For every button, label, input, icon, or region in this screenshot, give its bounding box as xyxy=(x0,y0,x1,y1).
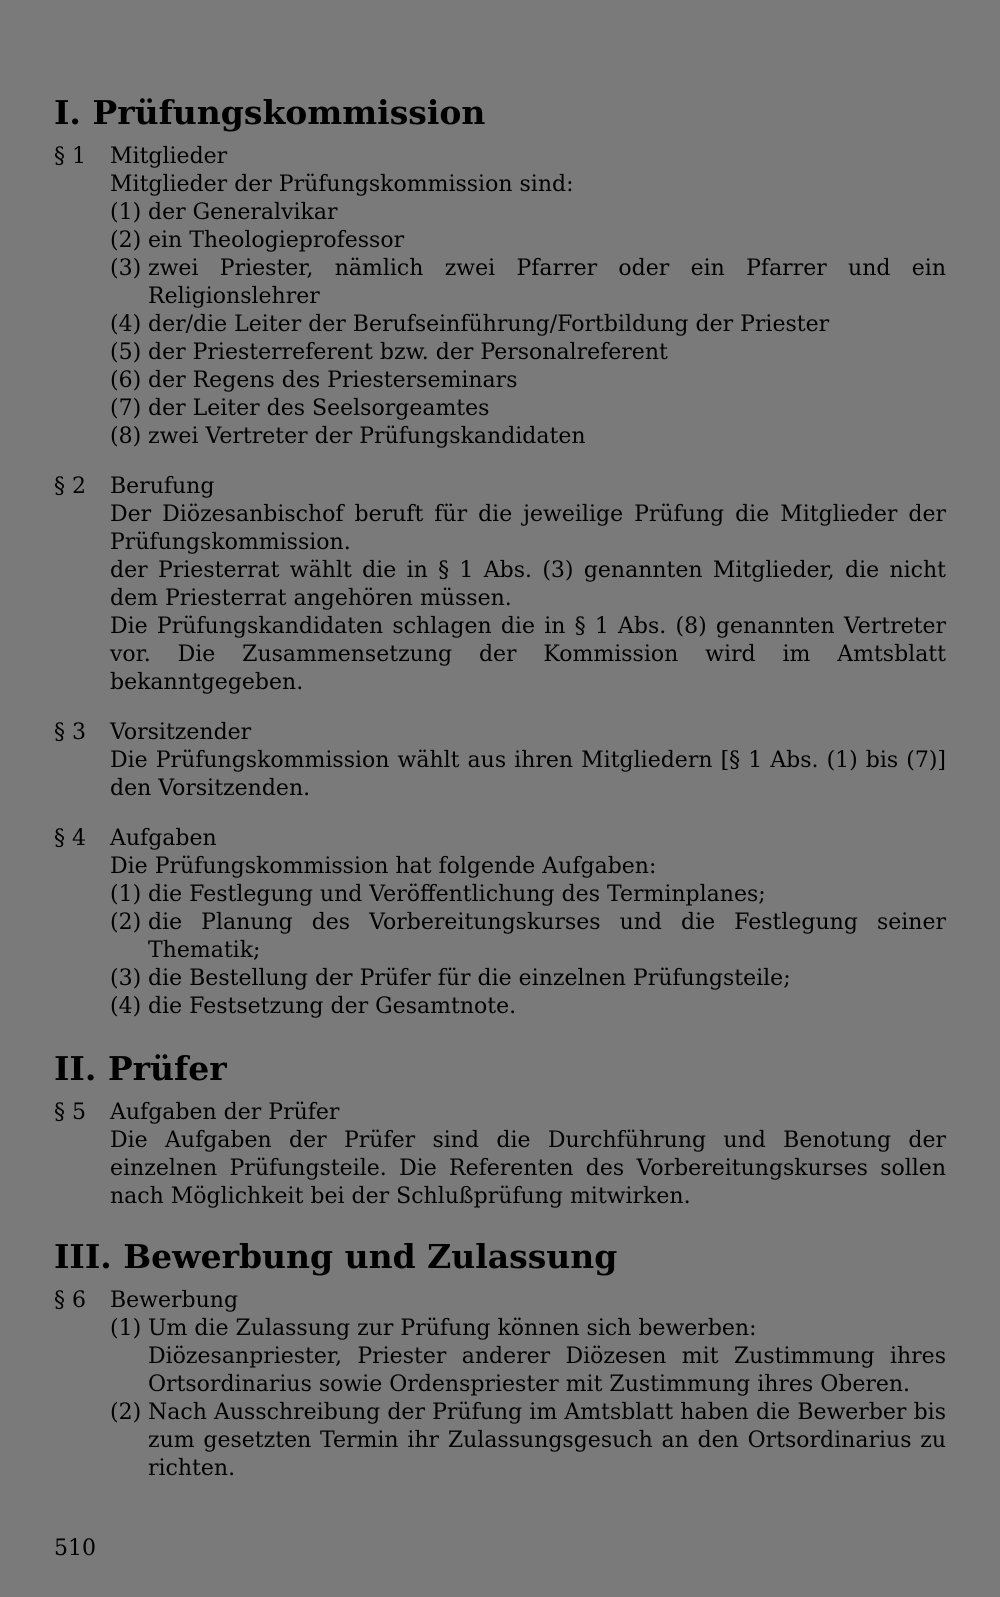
list-item-number: (1) xyxy=(110,882,142,907)
paragraph: Die Prüfungskandidaten schlagen die in § 1 Abs. (8) genannten Vertreter vor. Die Zusammensetzung der Kommission wird im Amtsblatt bekanntgegeben. xyxy=(110,614,946,695)
part-heading-2: II. Prüfer xyxy=(54,1049,227,1088)
section-number: § 6 xyxy=(54,1288,86,1313)
list-item xyxy=(110,255,946,311)
list-item xyxy=(110,881,946,909)
section-body xyxy=(110,825,946,1021)
part-heading-1: I. Prüfungskommission xyxy=(54,93,486,132)
section-title: Aufgaben der Prüfer xyxy=(110,1100,340,1125)
list-item xyxy=(110,965,946,993)
section-body xyxy=(110,1099,946,1211)
list-item-number: (4) xyxy=(110,312,142,337)
section-title: Bewerbung xyxy=(110,1288,239,1313)
list-item-text: zwei Vertreter der Prüfungskandidaten xyxy=(148,424,586,449)
list-item-number: (4) xyxy=(110,994,142,1019)
document-page xyxy=(54,93,946,1505)
section-title: Vorsitzender xyxy=(110,720,252,745)
list-item-text: der Priesterreferent bzw. der Personalreferent xyxy=(148,340,668,365)
list-item-number: (5) xyxy=(110,340,142,365)
list-item-text: ein Theologieprofessor xyxy=(148,228,405,253)
section-2 xyxy=(54,473,946,697)
section-number: § 1 xyxy=(54,144,86,169)
paragraph: Der Diözesanbischof beruft für die jeweilige Prüfung die Mitglieder der Prüfungskommission. xyxy=(110,502,946,555)
section-body xyxy=(110,143,946,451)
list-item-text: der Leiter des Seelsorgeamtes xyxy=(148,396,490,421)
list-item xyxy=(110,423,946,451)
list-item xyxy=(110,367,946,395)
list-item-number: (3) xyxy=(110,256,142,281)
section-number: § 3 xyxy=(54,720,86,745)
list-item xyxy=(110,993,946,1021)
list-item-number: (1) xyxy=(110,200,142,225)
section-title: Berufung xyxy=(110,474,215,499)
list-item xyxy=(110,909,946,965)
section-5 xyxy=(54,1099,946,1211)
list-item-text: der Regens des Priesterseminars xyxy=(148,368,518,393)
list-item-number: (3) xyxy=(110,966,142,991)
list-item-number: (8) xyxy=(110,424,142,449)
list-item-number: (2) xyxy=(110,910,142,935)
section-number: § 4 xyxy=(54,826,86,851)
list-item-text: Um die Zulassung zur Prüfung können sich bewerben: xyxy=(148,1316,757,1341)
section-body xyxy=(110,1287,946,1483)
list-item-number: (7) xyxy=(110,396,142,421)
section-number: § 5 xyxy=(54,1100,86,1125)
list-item-text: die Planung des Vorbereitungskurses und die Festlegung seiner Thematik; xyxy=(148,910,946,963)
section-intro: Mitglieder der Prüfungskommission sind: xyxy=(110,172,574,197)
list-item-text: der/die Leiter der Berufseinführung/Fortbildung der Priester xyxy=(148,312,830,337)
list-item-text: zwei Priester, nämlich zwei Pfarrer oder ein Pfarrer und ein Religionslehrer xyxy=(148,256,946,309)
list-item-text: die Festlegung und Veröffentlichung des Terminplanes; xyxy=(148,882,766,907)
list-item-number: (2) xyxy=(110,1400,142,1425)
list-item xyxy=(110,227,946,255)
list-item xyxy=(110,339,946,367)
list-item-text: Nach Ausschreibung der Prüfung im Amtsblatt haben die Bewerber bis zum gesetzten Termin ihr Zulassungsgesuch an den Ortsordinarius zu richten. xyxy=(148,1400,946,1481)
list-item xyxy=(110,311,946,339)
section-title: Mitglieder xyxy=(110,144,228,169)
part-heading-3: III. Bewerbung und Zulassung xyxy=(54,1237,618,1276)
list-item-text: die Bestellung der Prüfer für die einzelnen Prüfungsteile; xyxy=(148,966,791,991)
list-item-text: der Generalvikar xyxy=(148,200,338,225)
section-intro: Die Prüfungskommission hat folgende Aufgaben: xyxy=(110,854,657,879)
section-body xyxy=(110,473,946,697)
list-item-number: (1) xyxy=(110,1316,142,1341)
page-number: 510 xyxy=(54,1536,96,1561)
section-number: § 2 xyxy=(54,474,86,499)
section-1 xyxy=(54,143,946,451)
list-item-number: (6) xyxy=(110,368,142,393)
section-body xyxy=(110,719,946,803)
section-title: Aufgaben xyxy=(110,826,217,851)
list-item xyxy=(110,395,946,423)
list-item xyxy=(110,1399,946,1483)
paragraph: Die Prüfungskommission wählt aus ihren Mitgliedern [§ 1 Abs. (1) bis (7)] den Vorsitzenden. xyxy=(110,748,946,801)
list-item-text: die Festsetzung der Gesamtnote. xyxy=(148,994,517,1019)
section-3 xyxy=(54,719,946,803)
list-item xyxy=(110,199,946,227)
paragraph: Die Aufgaben der Prüfer sind die Durchführung und Benotung der einzelnen Prüfungsteile. Die Referenten des Vorbereitungskurses sollen nach Möglichkeit bei der Schlußprüfung mitwirken. xyxy=(110,1128,946,1209)
list-item-content xyxy=(148,1315,946,1399)
list-item-number: (2) xyxy=(110,228,142,253)
section-4 xyxy=(54,825,946,1021)
list-item xyxy=(110,1315,946,1399)
paragraph: der Priesterrat wählt die in § 1 Abs. (3) genannten Mitglieder, die nicht dem Priesterrat angehören müssen. xyxy=(110,558,946,611)
list-item-text: Diözesanpriester, Priester anderer Diözesen mit Zustimmung ihres Ortsordinarius sowie Ordenspriester mit Zustimmung ihres Oberen. xyxy=(148,1344,946,1397)
section-6 xyxy=(54,1287,946,1483)
